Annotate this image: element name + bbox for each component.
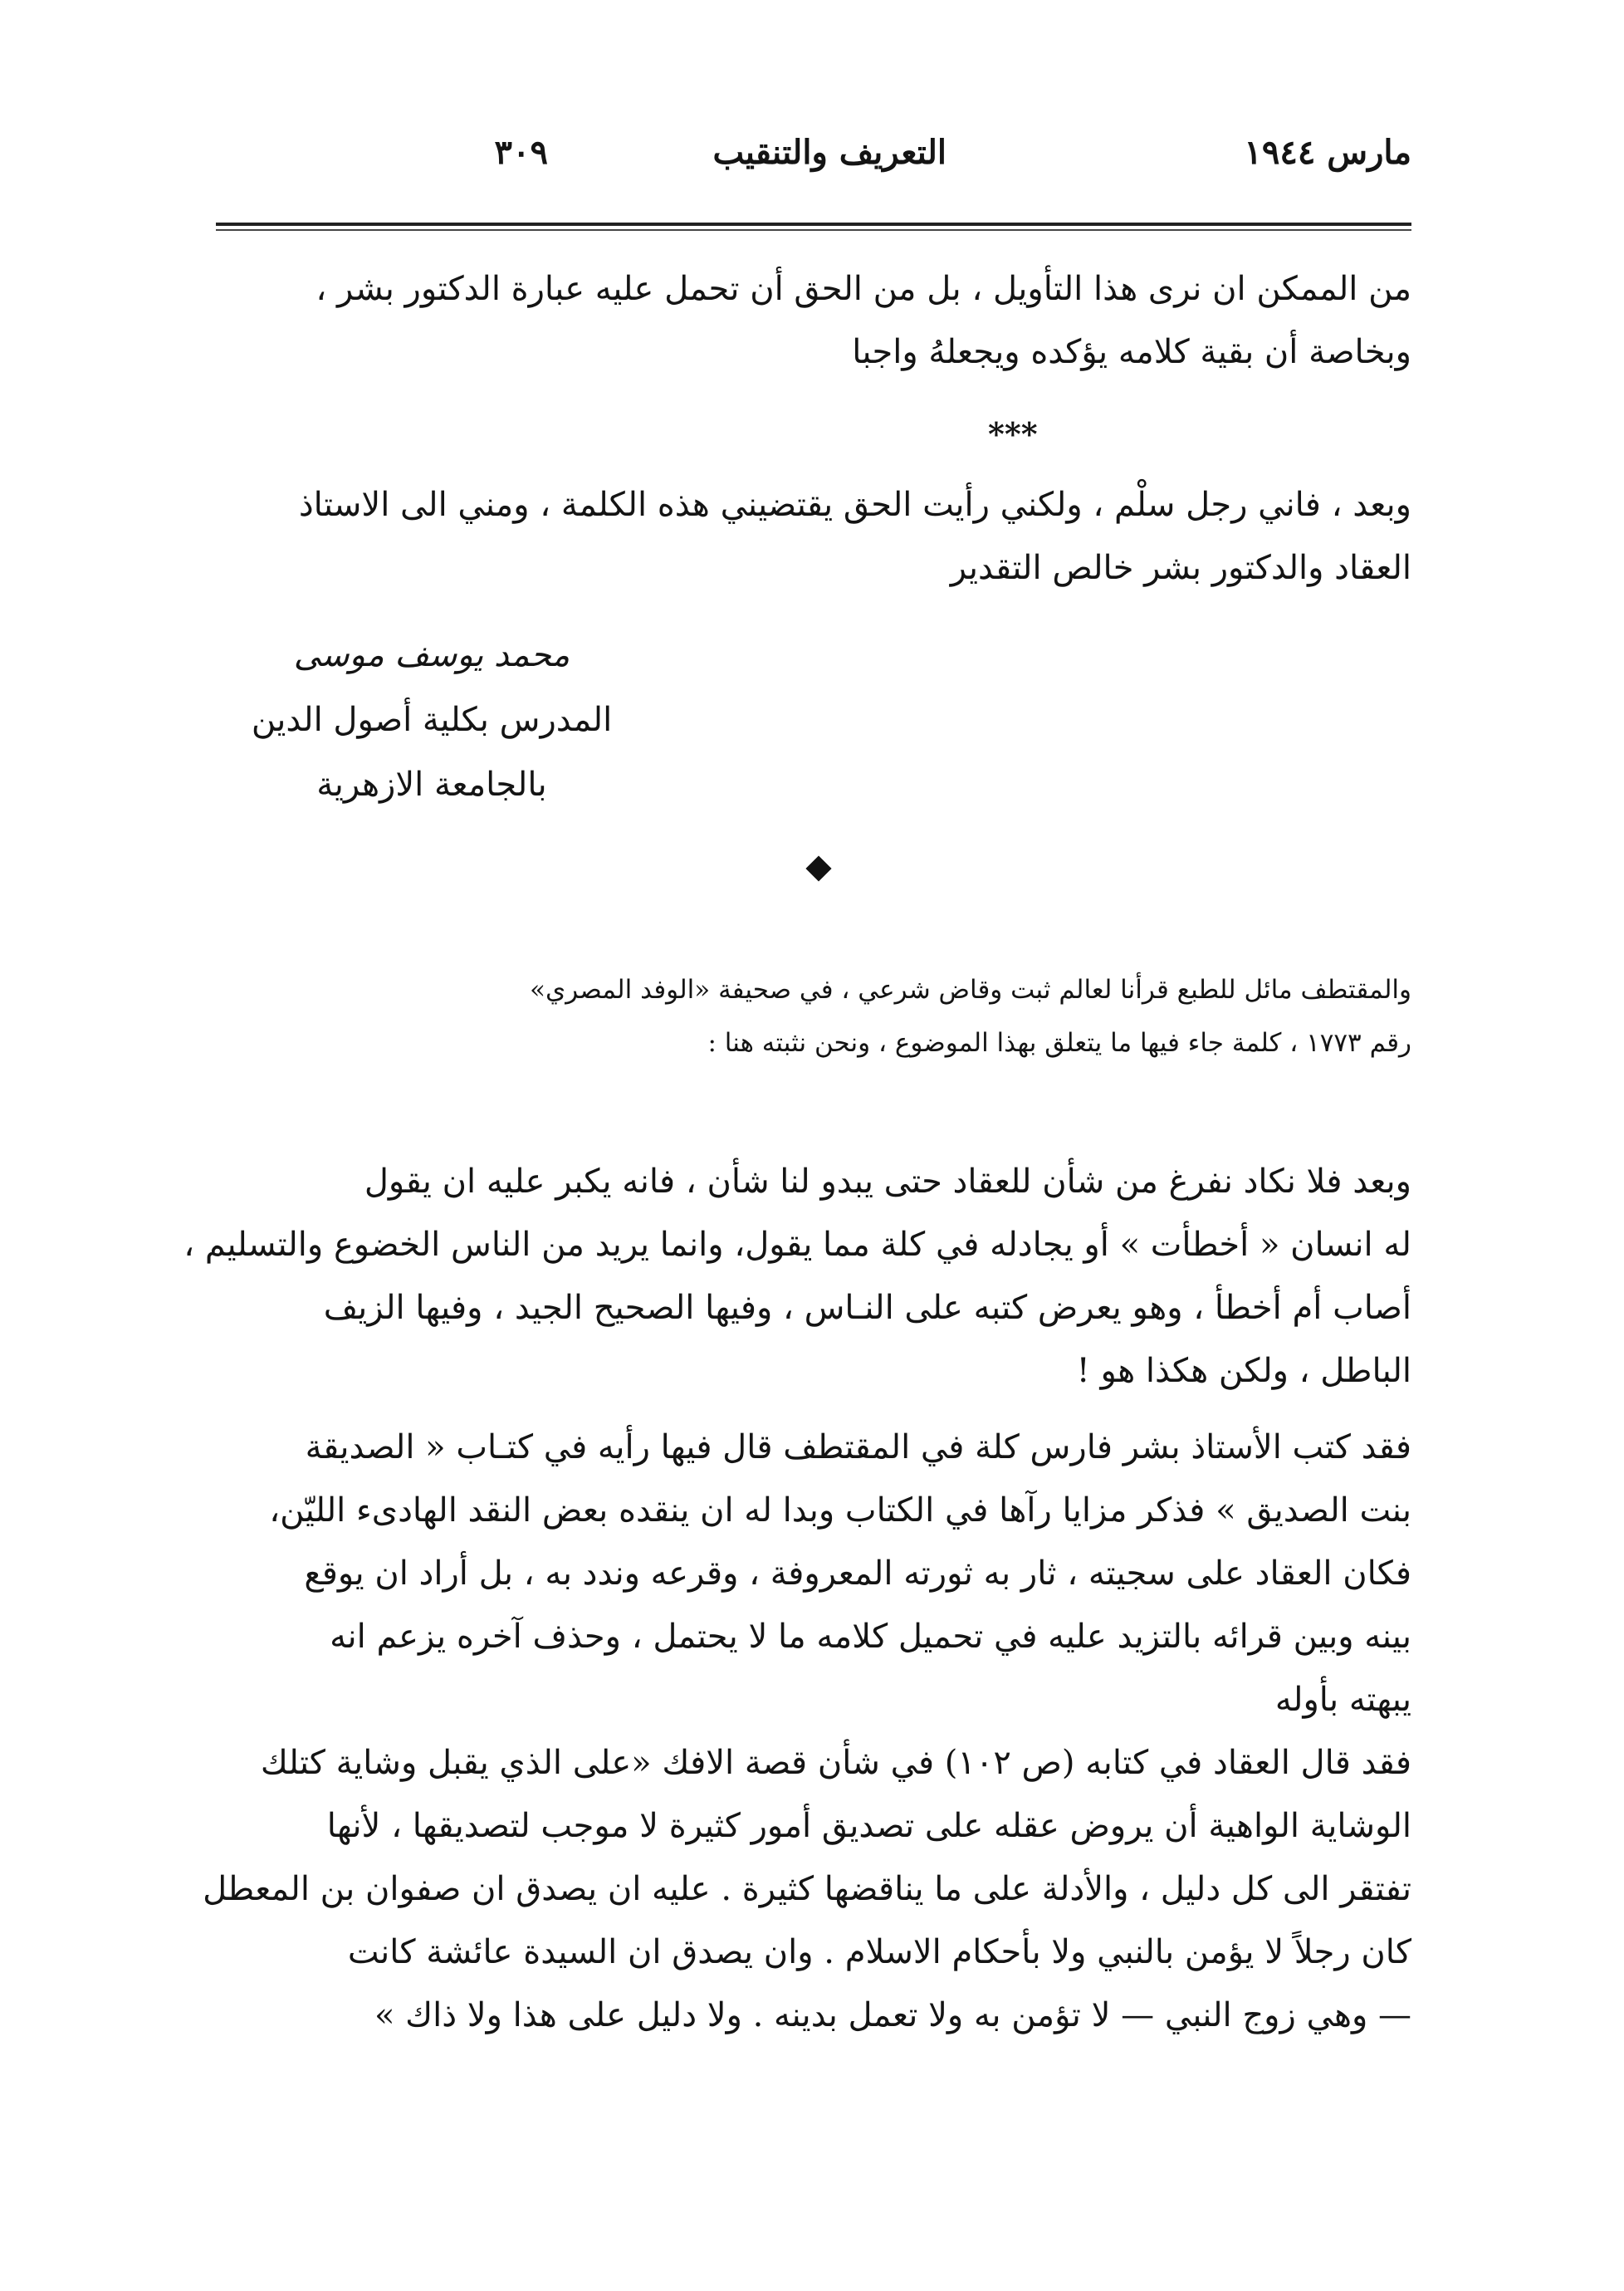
author-affiliation: بالجامعة الازهرية: [316, 766, 547, 804]
running-header: [208, 125, 1411, 191]
running-title: التعريف والتنقيب: [712, 133, 947, 172]
issue-date: مارس ١٩٤٤: [1244, 133, 1411, 172]
text-line: له انسان « أخطأت » أو يجادله في كلة مما يقول، وانما يريد من الناس الخضوع والتسليم ،: [183, 1226, 1411, 1264]
author-role: المدرس بكلية أصول الدين: [251, 701, 613, 739]
text-line: وبعد فلا نكاد نفرغ من شأن للعقاد حتى يبدو لنا شأن ، فانه يكبر عليه ان يقول: [364, 1163, 1411, 1201]
text-line: يبهته بأوله: [1274, 1681, 1411, 1719]
signature-block: [241, 623, 623, 817]
text-line: فكان العقاد على سجيته ، ثار به ثورته المعروفة ، وقرعه وندد به ، بل أراد ان يوقع: [304, 1554, 1411, 1593]
text-line: الباطل ، ولكن هكذا هو !: [1076, 1352, 1411, 1390]
text-line: فقد كتب الأستاذ بشر فارس كلة في المقتطف قال فيها رأيه في كتـاب « الصديقة: [305, 1428, 1411, 1466]
text-line: وبخاصة أن بقية كلامه يؤكده ويجعلهُ واجبا: [852, 333, 1411, 371]
diamond-ornament-icon: [805, 855, 831, 881]
text-line: وبعد ، فاني رجل سلْم ، ولكني رأيت الحق يقتضيني هذه الكلمة ، ومني الى الاستاذ: [298, 486, 1411, 524]
opening-paragraph: [208, 257, 1411, 384]
text-line: بينه وبين قرائه بالتزيد عليه في تحميل كلامه ما لا يحتمل ، وحذف آخره يزعم انه: [330, 1618, 1411, 1656]
editor-note: [307, 963, 1411, 1070]
text-line: الوشاية الواهية أن يروض عقله على تصديق أمور كثيرة لا موجب لتصديقها ، لأنها: [326, 1807, 1411, 1845]
paragraph-1: [183, 1150, 1411, 1403]
header-rule-thin: [216, 229, 1411, 231]
section-separator: ***: [988, 415, 1038, 453]
author-name: محمد يوسف موسى: [293, 636, 570, 674]
text-line: والمقتطف مائل للطبع قرأنا لعالم ثبت وقاض شرعي ، في صحيفة «الوفد المصري»: [530, 975, 1411, 1005]
text-line: — وهي زوج النبي — لا تؤمن به ولا تعمل بدينه . ولا دليل على هذا ولا ذاك »: [374, 1996, 1411, 2034]
text-line: رقم ١٧٧٣ ، كلمة جاء فيها ما يتعلق بهذا الموضوع ، ونحن نثبته هنا :: [707, 1028, 1411, 1058]
header-rule: [216, 223, 1411, 226]
paragraph-2: [208, 1416, 1411, 1731]
page-number: ٣٠٩: [494, 133, 548, 172]
text-line: فقد قال العقاد في كتابه (ص ١٠٢) في شأن قصة الافك «على الذي يقبل وشاية كتلك: [260, 1744, 1411, 1782]
text-line: كان رجلاً لا يؤمن بالنبي ولا بأحكام الاسلام . وان يصدق ان السيدة عائشة كانت: [347, 1933, 1411, 1971]
closing-paragraph: [208, 473, 1411, 600]
text-line: تفتقر الى كل دليل ، والأدلة على ما يناقضها كثيرة . عليه ان يصدق ان صفوان بن المعطل: [203, 1870, 1411, 1908]
text-line: العقاد والدكتور بشر خالص التقدير: [950, 549, 1411, 587]
text-line: بنت الصديق » فذكر مزايا رآها في الكتاب وبدا له ان ينقده بعض النقد الهادىء الليّن،: [269, 1491, 1411, 1530]
text-line: أصاب أم أخطأ ، وهو يعرض كتبه على النـاس ، وفيها الصحيح الجيد ، وفيها الزيف: [323, 1289, 1411, 1327]
page: [183, 125, 1411, 2034]
paragraph-3: [203, 1731, 1411, 2047]
text-line: من الممكن ان نرى هذا التأويل ، بل من الحق أن تحمل عليه عبارة الدكتور بشر ،: [316, 270, 1411, 308]
